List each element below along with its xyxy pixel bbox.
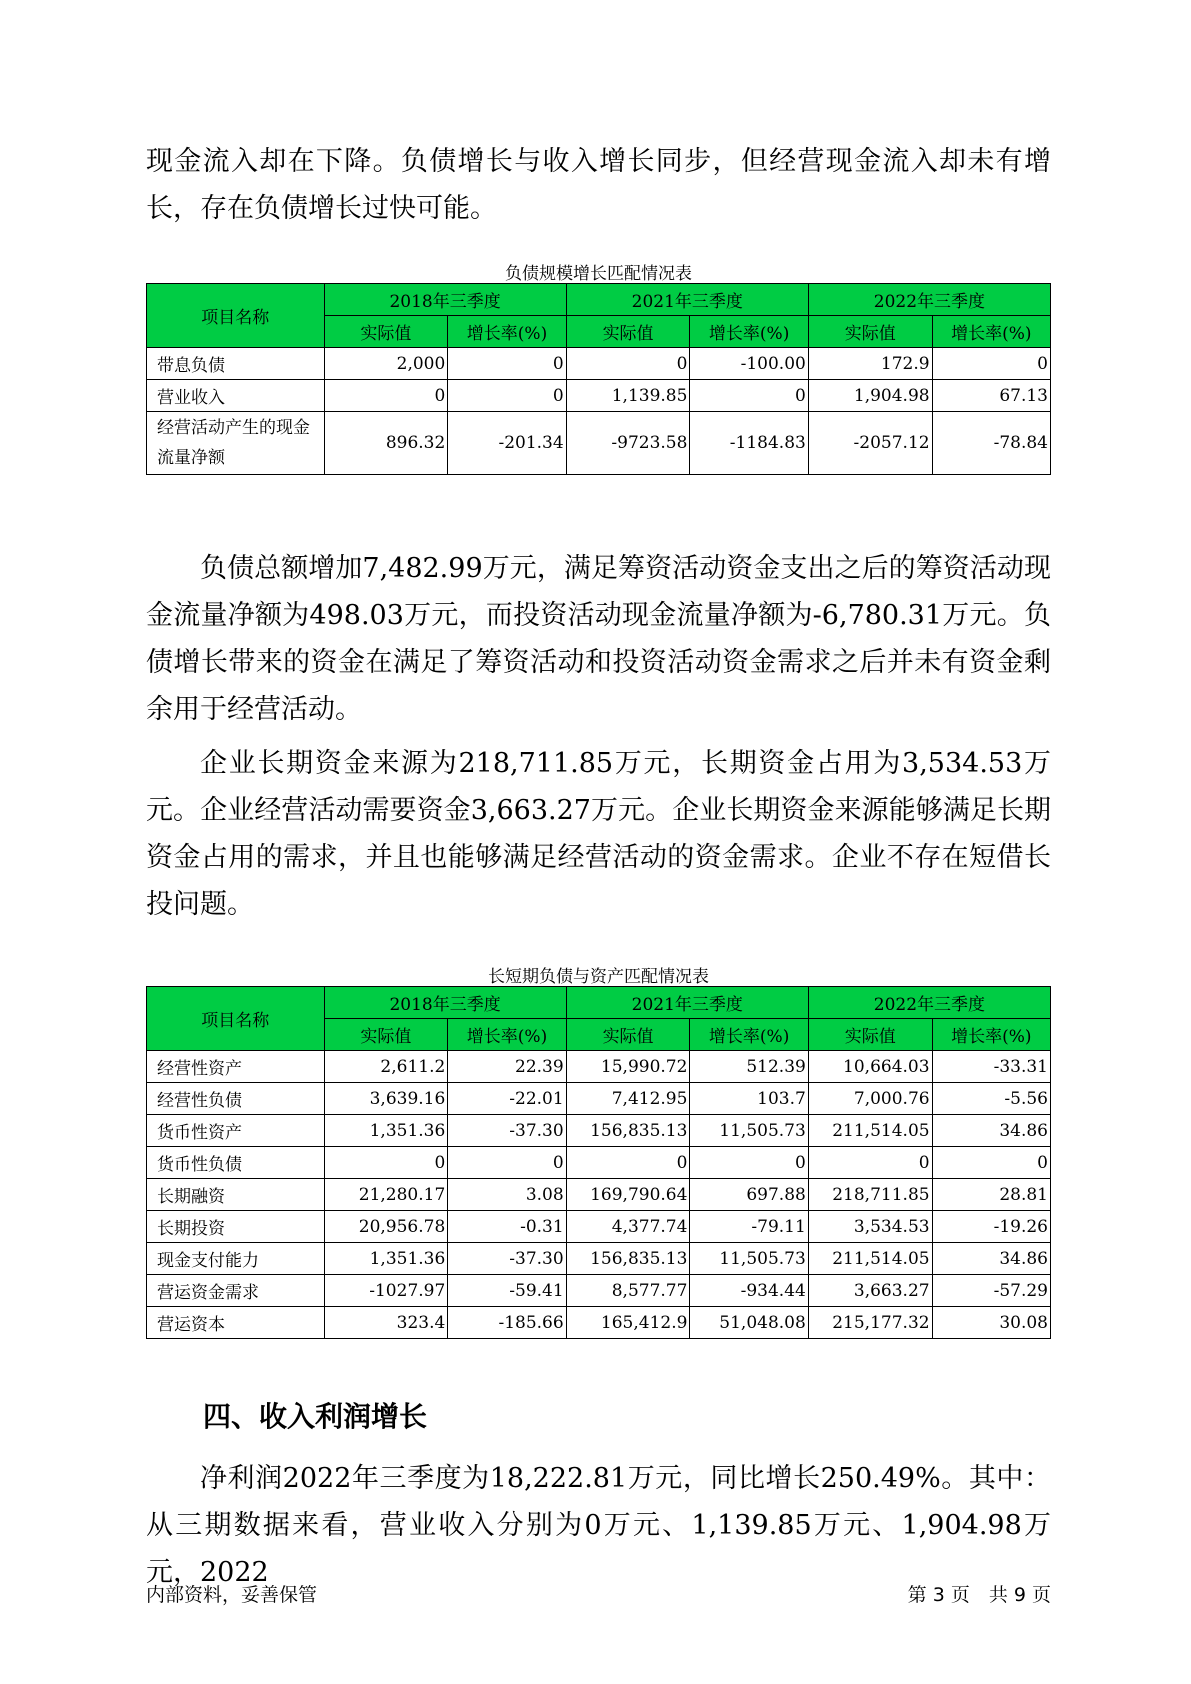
footer-page-number: 第 3 页 共 9 页 [907,1584,1051,1606]
table2-caption: 长短期负债与资产匹配情况表 [488,967,709,987]
row-label: 货币性资产 [147,1115,325,1147]
table1-sub-actual: 实际值 [566,316,690,348]
table1-period-2022: 2022年三季度 [808,284,1050,316]
table-cell: -37.30 [448,1243,566,1275]
table-cell: 156,835.13 [566,1115,690,1147]
table-cell: -2057.12 [808,412,932,475]
table-cell: -0.31 [448,1211,566,1243]
table-cell: 0 [808,1147,932,1179]
table-row [147,412,1051,475]
row-label: 货币性负债 [147,1147,325,1179]
table-cell: 22.39 [448,1051,566,1083]
table1-period-2018: 2018年三季度 [324,284,566,316]
section-heading: 四、收入利润增长 [203,1400,428,1433]
row-label: 经营性负债 [147,1083,325,1115]
table-cell: 211,514.05 [808,1115,932,1147]
table-cell: 8,577.77 [566,1275,690,1307]
table-row [147,1211,1051,1243]
table-cell: 697.88 [690,1179,808,1211]
table2-sub-growth: 增长率(%) [932,1019,1050,1051]
table-cell: 10,664.03 [808,1051,932,1083]
table-cell: -100.00 [690,348,808,380]
table-cell: 1,904.98 [808,380,932,412]
table-cell: 3,663.27 [808,1275,932,1307]
table-row [147,380,1051,412]
row-label: 长期融资 [147,1179,325,1211]
row-label: 现金支付能力 [147,1243,325,1275]
table-cell: -79.11 [690,1211,808,1243]
table2-sub-growth: 增长率(%) [690,1019,808,1051]
table2-header-item: 项目名称 [147,987,325,1051]
table-cell: 2,611.2 [324,1051,448,1083]
table-cell: -1027.97 [324,1275,448,1307]
row-label: 营运资金需求 [147,1275,325,1307]
table-cell: 67.13 [932,380,1050,412]
liability-asset-match-table [146,986,1051,1339]
table-cell: 21,280.17 [324,1179,448,1211]
table1-header-item: 项目名称 [147,284,325,348]
table-cell: 11,505.73 [690,1115,808,1147]
table-cell: 512.39 [690,1051,808,1083]
table1-sub-growth: 增长率(%) [690,316,808,348]
liability-growth-table [146,283,1051,475]
table-cell: 0 [448,1147,566,1179]
table-cell: 0 [690,1147,808,1179]
paragraph-2: 负债总额增加7,482.99万元，满足筹资活动资金支出之后的筹资活动现金流量净额为498.03万元，而投资活动现金流量净额为-6,780.31万元。负债增长带来的资金在满足了筹资活动和投资活动资金需求之后并未有资金剩余用于经营活动。 [146,553,1051,725]
table-cell: -1184.83 [690,412,808,475]
row-label: 营业收入 [147,380,325,412]
table-cell: 896.32 [324,412,448,475]
table-cell: 0 [932,1147,1050,1179]
table-cell: -59.41 [448,1275,566,1307]
table-cell: 103.7 [690,1083,808,1115]
table2-sub-actual: 实际值 [324,1019,448,1051]
table2-sub-growth: 增长率(%) [448,1019,566,1051]
table-cell: 0 [324,380,448,412]
row-label: 经营性资产 [147,1051,325,1083]
table-cell: -37.30 [448,1115,566,1147]
table-cell: 1,139.85 [566,380,690,412]
table2-sub-actual: 实际值 [808,1019,932,1051]
table-cell: 0 [932,348,1050,380]
row-label: 长期投资 [147,1211,325,1243]
table1-caption: 负债规模增长匹配情况表 [505,264,692,284]
table-cell: 169,790.64 [566,1179,690,1211]
table-cell: -934.44 [690,1275,808,1307]
table-row [147,1147,1051,1179]
table-cell: -185.66 [448,1307,566,1339]
table-cell: 3,534.53 [808,1211,932,1243]
table-cell: 51,048.08 [690,1307,808,1339]
table-cell: 323.4 [324,1307,448,1339]
row-label: 带息负债 [147,348,325,380]
table-cell: 156,835.13 [566,1243,690,1275]
table-row [147,1115,1051,1147]
footer-confidential-note: 内部资料，妥善保管 [146,1584,318,1606]
table-row [147,1179,1051,1211]
table-cell: 7,412.95 [566,1083,690,1115]
table-cell: 15,990.72 [566,1051,690,1083]
table1-sub-actual: 实际值 [808,316,932,348]
table2-period-2021: 2021年三季度 [566,987,808,1019]
table-cell: 34.86 [932,1243,1050,1275]
table-row [147,1307,1051,1339]
table-cell: 1,351.36 [324,1243,448,1275]
table1-sub-actual: 实际值 [324,316,448,348]
table-cell: 20,956.78 [324,1211,448,1243]
table-cell: 4,377.74 [566,1211,690,1243]
table-cell: 165,412.9 [566,1307,690,1339]
table-cell: 0 [448,348,566,380]
table1-period-2021: 2021年三季度 [566,284,808,316]
table-cell: 218,711.85 [808,1179,932,1211]
table-cell: 0 [690,380,808,412]
table-cell: 172.9 [808,348,932,380]
table-cell: 3.08 [448,1179,566,1211]
table-cell: 0 [324,1147,448,1179]
table1-sub-growth: 增长率(%) [448,316,566,348]
table-cell: 1,351.36 [324,1115,448,1147]
table-row [147,1275,1051,1307]
table-cell: -57.29 [932,1275,1050,1307]
table-cell: 0 [448,380,566,412]
table-cell: -33.31 [932,1051,1050,1083]
table-row [147,1051,1051,1083]
table-cell: -19.26 [932,1211,1050,1243]
table-cell: 2,000 [324,348,448,380]
paragraph-4: 净利润2022年三季度为18,222.81万元，同比增长250.49%。其中：从三期数据来看，营业收入分别为0万元、1,139.85万元、1,904.98万元，2022 [146,1463,1051,1588]
row-label: 营运资本 [147,1307,325,1339]
table-cell: 3,639.16 [324,1083,448,1115]
table-row [147,1083,1051,1115]
table-cell: 0 [566,348,690,380]
table-cell: 211,514.05 [808,1243,932,1275]
table2-period-2022: 2022年三季度 [808,987,1050,1019]
table1-sub-growth: 增长率(%) [932,316,1050,348]
table-cell: 28.81 [932,1179,1050,1211]
table-cell: 34.86 [932,1115,1050,1147]
table2-period-2018: 2018年三季度 [324,987,566,1019]
table-cell: 11,505.73 [690,1243,808,1275]
table-cell: 0 [566,1147,690,1179]
table-cell: -201.34 [448,412,566,475]
table-cell: 7,000.76 [808,1083,932,1115]
table-cell: -22.01 [448,1083,566,1115]
table-cell: -78.84 [932,412,1050,475]
paragraph-3: 企业长期资金来源为218,711.85万元，长期资金占用为3,534.53万元。企业经营活动需要资金3,663.27万元。企业长期资金来源能够满足长期资金占用的需求，并且也能够满足经营活动的资金需求。企业不存在短借长投问题。 [146,748,1051,920]
row-label: 经营活动产生的现金流量净额 [147,412,325,475]
table-row [147,348,1051,380]
intro-paragraph: 现金流入却在下降。负债增长与收入增长同步，但经营现金流入却未有增长，存在负债增长过快可能。 [146,146,1051,224]
table-cell: -5.56 [932,1083,1050,1115]
table2-sub-actual: 实际值 [566,1019,690,1051]
table-row [147,1243,1051,1275]
table-cell: 30.08 [932,1307,1050,1339]
table-cell: -9723.58 [566,412,690,475]
table-cell: 215,177.32 [808,1307,932,1339]
